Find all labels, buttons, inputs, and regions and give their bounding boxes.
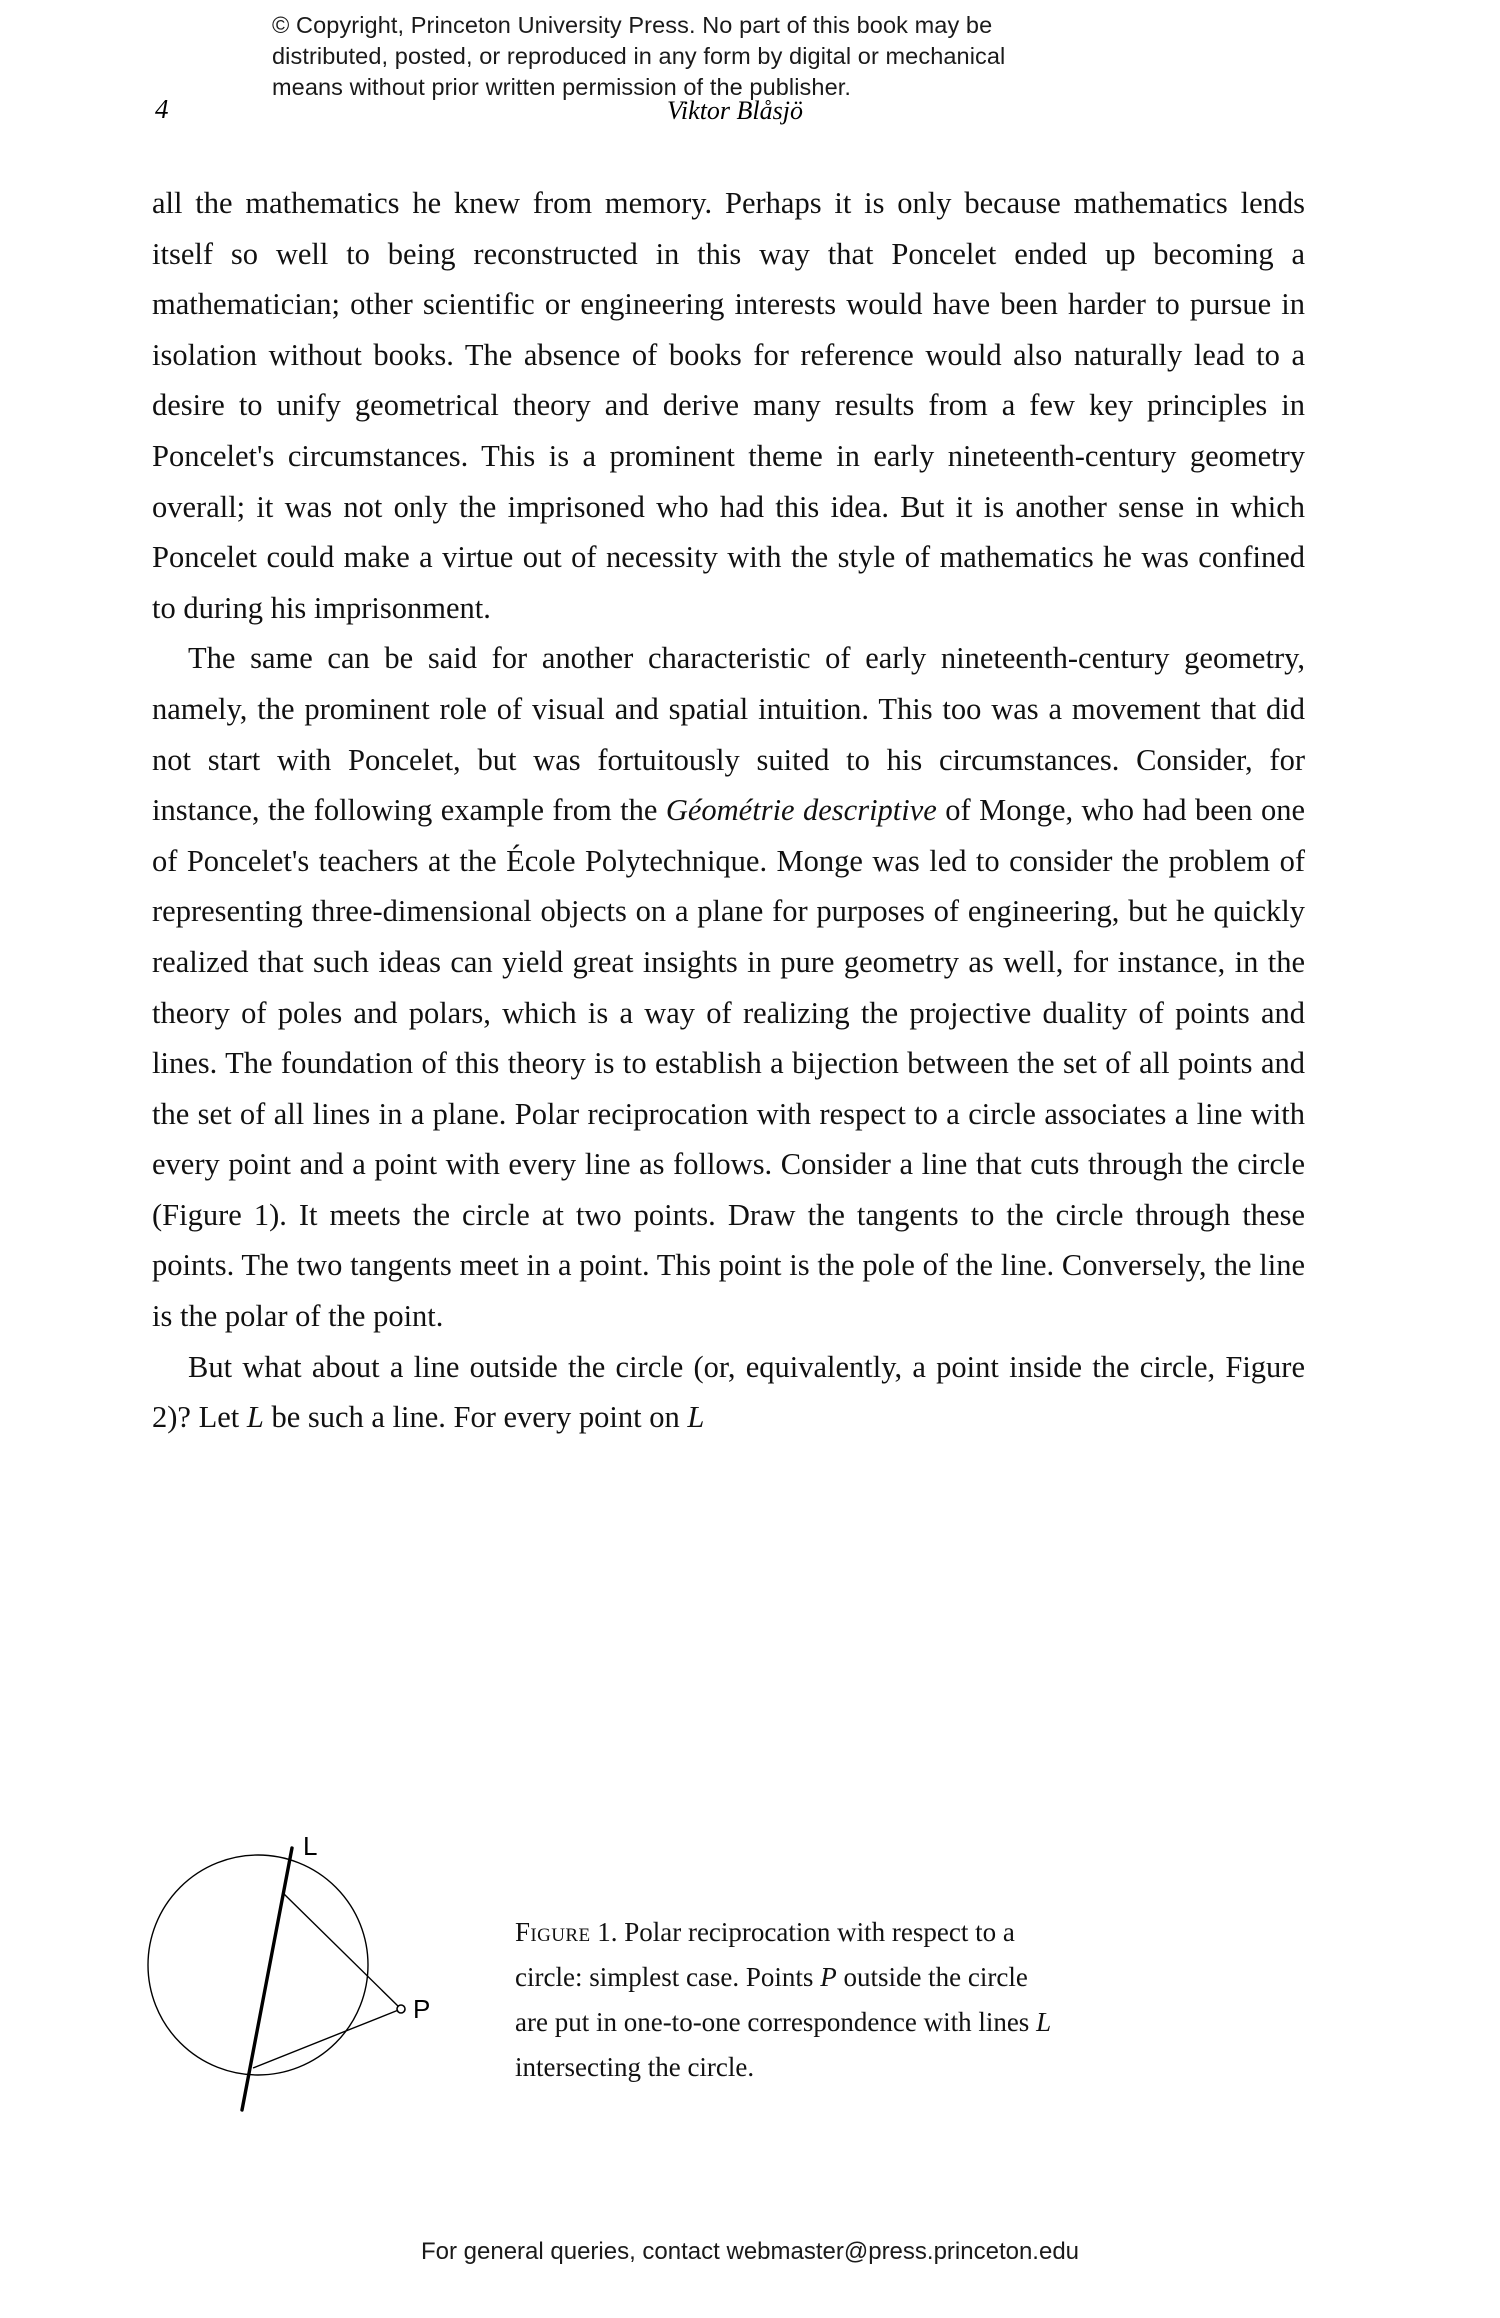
- label-P: P: [413, 1994, 431, 2024]
- polar-reciprocation-diagram: [140, 1800, 490, 2120]
- page-number: 4: [155, 94, 169, 124]
- copyright-notice-line-2: distributed, posted, or reproduced in any form by digital or mechanical: [272, 43, 1006, 70]
- point-P-marker: [397, 2005, 405, 2013]
- figure-caption: Figure 1. Polar reciprocation with respect to a circle: simplest case. Points P outside the circle are put in one-to-one correspondence with lines L intersecting the circle.: [515, 1917, 1052, 2082]
- figure-1: [140, 1800, 1320, 2130]
- paragraph-2: The same can be said for another characteristic of early nineteenth-century geometry, namely, the prominent role of visual and spatial intuition. This too was a movement that did not start with Poncelet, but was fortuitously suited to his circumstances. Consider, for instance, the following example from the Géométrie descriptive of Monge, who had been one of Poncelet's teachers at the École Polytechnique. Monge was led to consider the problem of representing three-dimensional objects on a plane for purposes of engineering, but he quickly realized that such ideas can yield great insights in pure geometry as well, for instance, in the theory of poles and polars, which is a way of realizing the projective duality of points and lines. The foundation of this theory is to establish a bijection between the set of all points and the set of all lines in a plane. Polar reciprocation with respect to a circle associates a line with every point and a point with every line as follows. Consider a line that cuts through the circle (Figure 1). It meets the circle at two points. Draw the tangents to the circle through these points. The two tangents meet in a point. This point is the pole of the line. Conversely, the line is the polar of the point.: [152, 641, 1305, 1334]
- paragraph-1: all the mathematics he knew from memory. Perhaps it is only because mathematics lends itself so well to being reconstructed in this way that Poncelet ended up becoming a mathematician; other scientific or engineering interests would have been harder to pursue in isolation without books. The absence of books for reference would also naturally lead to a desire to unify geometrical theory and derive many results from a few key principles in Poncelet's circumstances. This is a prominent theme in early nineteenth-century geometry overall; it was not only the imprisoned who had this idea. But it is another sense in which Poncelet could make a virtue out of necessity with the style of mathematics he was confined to during his imprisonment.: [152, 186, 1305, 625]
- footer-contact-text: For general queries, contact webmaster@press.princeton.edu: [420, 2238, 1080, 2265]
- tangent-line-upper: [283, 1893, 401, 2009]
- figure-diagram: [140, 1800, 490, 2120]
- circle-shape: [148, 1855, 368, 2075]
- copyright-notice: [272, 10, 1222, 103]
- running-head-title: Viktor Blåsjö: [666, 96, 803, 125]
- page-footer: [0, 2238, 1500, 2266]
- running-head: [0, 96, 1500, 136]
- copyright-notice-line-3: means without prior written permission of the publisher.: [272, 74, 852, 101]
- label-L: L: [303, 1831, 318, 1861]
- tangent-line-lower: [253, 2009, 401, 2068]
- body-text-column: [152, 178, 1305, 1443]
- secant-line-L: [242, 1848, 292, 2110]
- copyright-notice-line-1: © Copyright, Princeton University Press. No part of this book may be: [272, 12, 993, 38]
- paragraph-3: But what about a line outside the circle (or, equivalently, a point inside the circle, Figure 2)? Let L be such a line. For every point on L: [152, 1349, 1305, 1435]
